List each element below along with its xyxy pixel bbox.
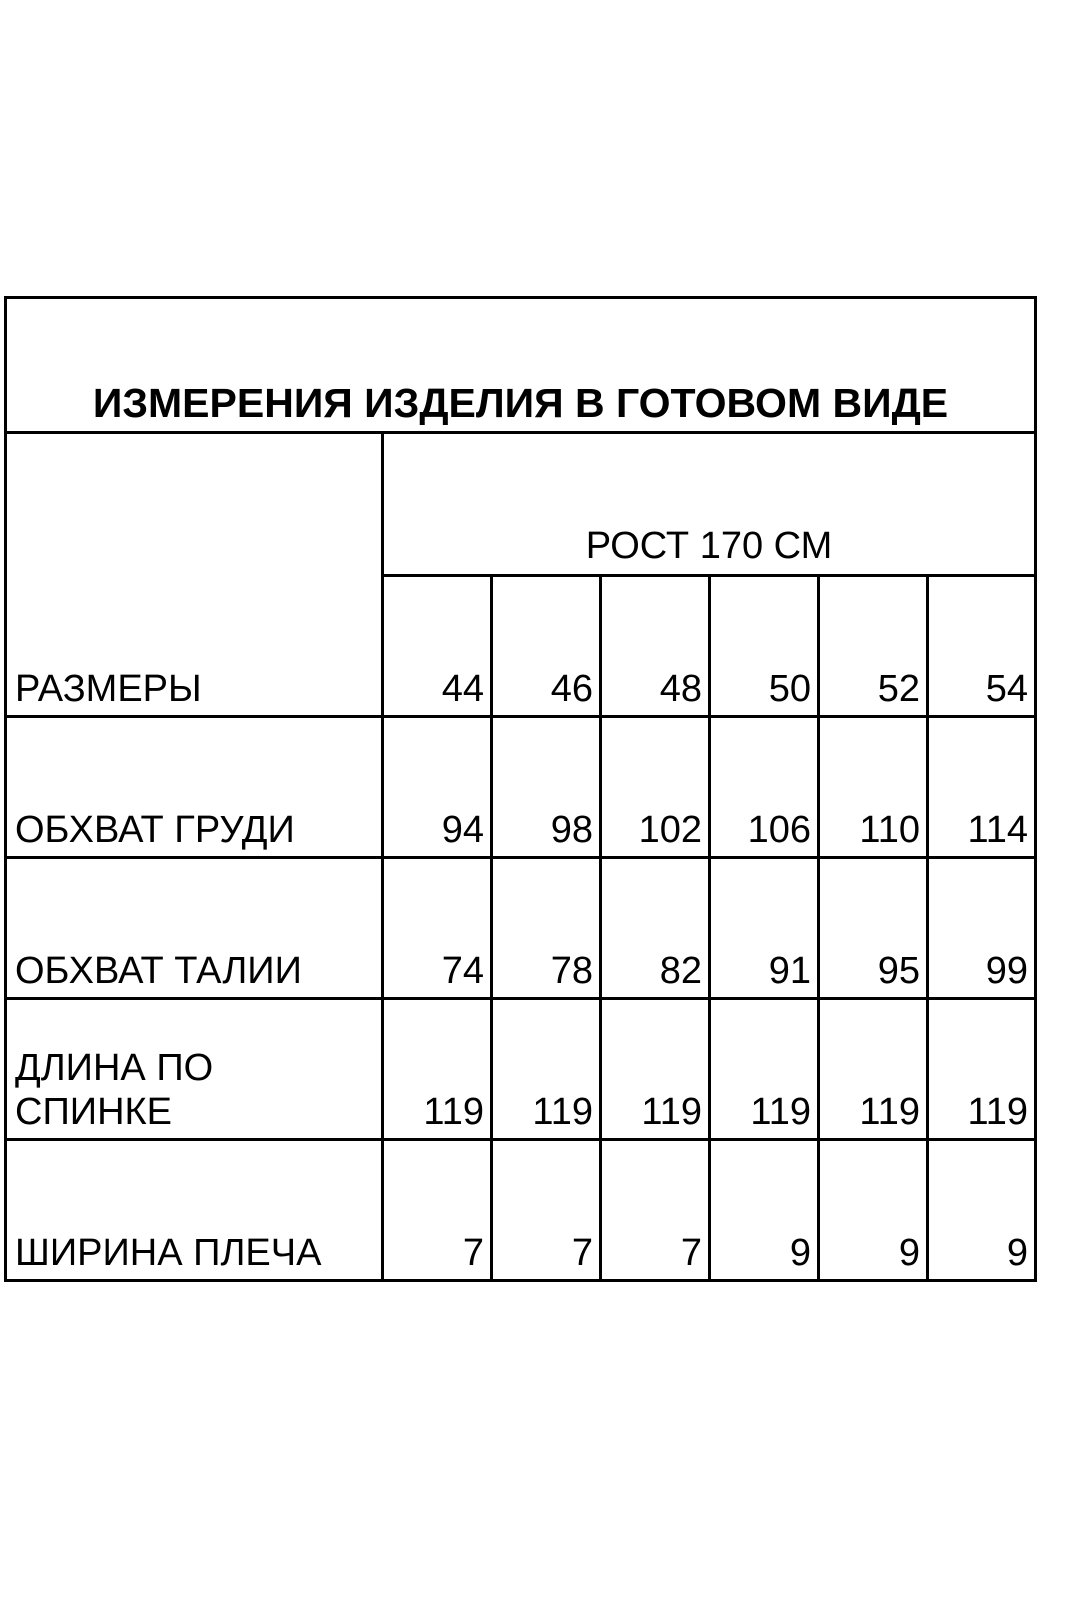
table-cell: 91: [710, 858, 819, 999]
table-cell: 54: [928, 576, 1036, 717]
table-cell: 46: [492, 576, 601, 717]
table-row-shoulder: [6, 1140, 1036, 1281]
row-label-shoulder: [6, 1140, 383, 1281]
row-label-text: ШИРИНА ПЛЕЧА: [15, 1232, 322, 1274]
table-cell: 119: [819, 999, 928, 1140]
table-cell: 99: [928, 858, 1036, 999]
table-cell: 74: [383, 858, 492, 999]
row-label-waist: [6, 858, 383, 999]
row-label-text: ОБХВАТ ТАЛИИ: [15, 950, 302, 992]
row-label-text: ОБХВАТ ГРУДИ: [15, 809, 295, 851]
table-cell: 9: [928, 1140, 1036, 1281]
row-label-back-length: [6, 999, 383, 1140]
table-cell: 119: [383, 999, 492, 1140]
table-cell: 7: [601, 1140, 710, 1281]
measurements-table: [4, 296, 1037, 1282]
table-cell: 106: [710, 717, 819, 858]
height-header: РОСТ 170 СМ: [383, 433, 1036, 576]
table-cell: 98: [492, 717, 601, 858]
table-cell: 7: [383, 1140, 492, 1281]
table-cell: 9: [819, 1140, 928, 1281]
table-row-waist: [6, 858, 1036, 999]
table-row-back-length: [6, 999, 1036, 1140]
row-label-sizes: [6, 433, 383, 717]
table-title: ИЗМЕРЕНИЯ ИЗДЕЛИЯ В ГОТОВОМ ВИДЕ: [6, 298, 1036, 433]
table-cell: 102: [601, 717, 710, 858]
row-label-text: РАЗМЕРЫ: [15, 668, 202, 710]
table-cell: 52: [819, 576, 928, 717]
table-cell: 82: [601, 858, 710, 999]
table-cell: 9: [710, 1140, 819, 1281]
table-cell: 94: [383, 717, 492, 858]
table-cell: 7: [492, 1140, 601, 1281]
table-cell: 119: [710, 999, 819, 1140]
table-cell: 110: [819, 717, 928, 858]
table-cell: 114: [928, 717, 1036, 858]
table-row-chest: [6, 717, 1036, 858]
row-label-text: ДЛИНА ПО СПИНКЕ: [15, 1047, 214, 1133]
row-label-chest: [6, 717, 383, 858]
table-cell: 78: [492, 858, 601, 999]
table-cell: 119: [492, 999, 601, 1140]
table-cell: 119: [601, 999, 710, 1140]
table-cell: 48: [601, 576, 710, 717]
table-cell: 119: [928, 999, 1036, 1140]
table-cell: 44: [383, 576, 492, 717]
table-cell: 95: [819, 858, 928, 999]
table-cell: 50: [710, 576, 819, 717]
